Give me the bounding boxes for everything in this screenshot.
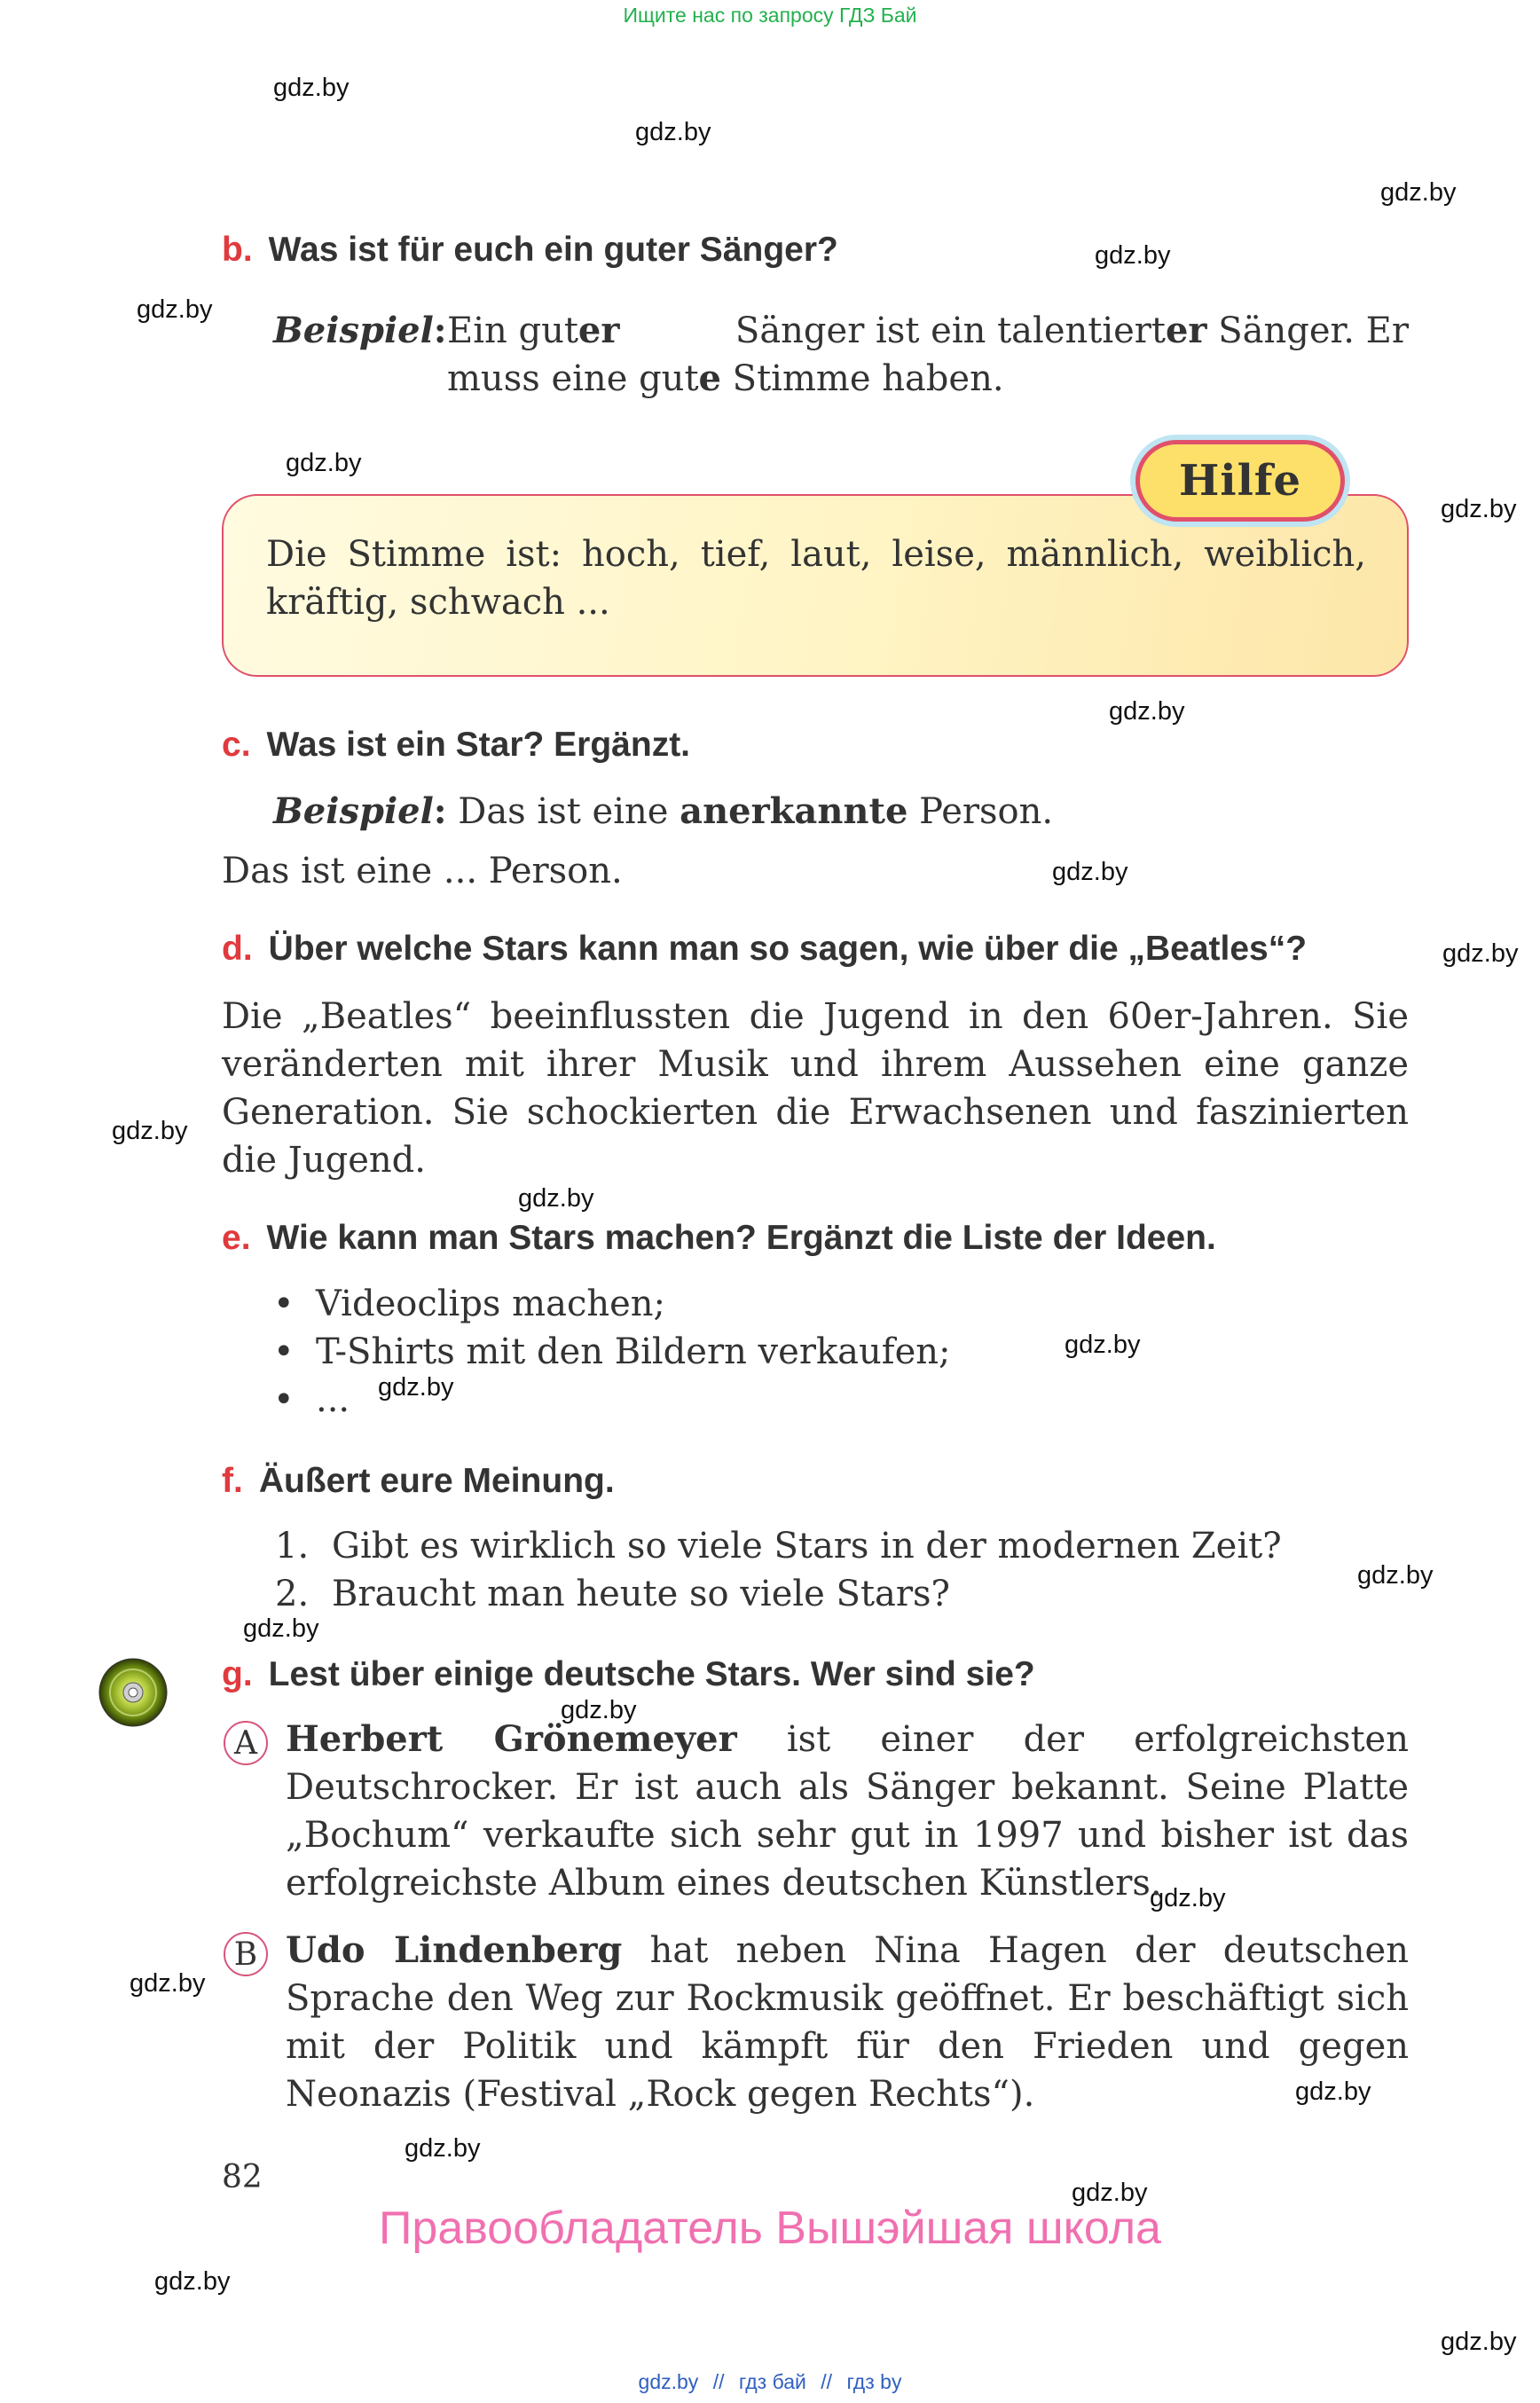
task-c-example: Beispiel: Das ist eine anerkannte Person. — [273, 790, 1054, 832]
watermark: gdz.by — [1109, 697, 1185, 726]
task-e-list — [273, 1280, 951, 1424]
watermark: gdz.by — [1065, 1331, 1141, 1359]
list-item: 1. Gibt es wirklich so viele Stars in der modernen Zeit? — [275, 1526, 1282, 1567]
watermark: gdz.by — [286, 449, 362, 477]
label-a-circle: A — [224, 1721, 268, 1765]
task-letter: f. — [222, 1462, 243, 1500]
task-letter: c. — [222, 726, 251, 764]
task-b-heading — [222, 231, 838, 270]
watermark: gdz.by — [1150, 1884, 1226, 1912]
watermark: gdz.by — [1357, 1561, 1434, 1590]
footer-copyright: Правообладатель Вышэйшая школа — [379, 2203, 1161, 2254]
watermark: gdz.by — [561, 1696, 637, 1724]
task-d-heading — [222, 930, 1307, 969]
task-f-list — [275, 1522, 1282, 1618]
star-b-text: Udo Lindenberg hat neben Nina Hagen der deutschen Sprache den Weg zur Rockmusik geöffnet. Er beschäftigt sich mit der Politik und kämpft für den Frieden und gegen Neonazis (Festival „Rock gegen Rechts“). — [286, 1929, 1409, 2115]
watermark: gdz.by — [518, 1184, 594, 1213]
task-letter: g. — [222, 1655, 253, 1693]
watermark: gdz.by — [405, 2134, 481, 2163]
watermark: gdz.by — [1441, 495, 1517, 523]
task-question: Was ist für euch ein guter Sänger? — [268, 231, 838, 269]
watermark: gdz.by — [130, 1969, 206, 1998]
watermark: gdz.by — [1295, 2077, 1371, 2106]
task-question: Über welche Stars kann man so sagen, wie über die „Beatles“? — [268, 930, 1308, 968]
link-gdz-by[interactable]: gdz.by — [638, 2370, 699, 2393]
watermark: gdz.by — [273, 74, 350, 102]
star-a-name: Herbert Grönemeyer — [286, 1718, 737, 1760]
watermark: gdz.by — [1072, 2179, 1148, 2207]
task-question: Wie kann man Stars machen? Ergänzt die Liste der Ideen. — [266, 1219, 1216, 1257]
example-word: Sänger ist ein talentierter Sänger. Er — [735, 310, 1409, 351]
link-gdz-by-cyr[interactable]: гдз by — [846, 2370, 902, 2393]
list-item: • Videoclips machen; — [273, 1284, 666, 1324]
task-letter: e. — [222, 1219, 251, 1257]
watermark: gdz.by — [243, 1614, 319, 1643]
watermark: gdz.by — [1052, 858, 1128, 886]
list-item: • T-Shirts mit den Bildern verkaufen; — [273, 1331, 951, 1372]
label-b-circle: B — [224, 1932, 268, 1976]
task-letter: b. — [222, 231, 253, 269]
watermark: gdz.by — [137, 295, 213, 324]
task-e-heading — [222, 1219, 1216, 1258]
watermark: gdz.by — [112, 1117, 188, 1145]
watermark: gdz.by — [378, 1373, 454, 1402]
bottom-links: gdz.by // гдз бай // гдз by — [638, 2370, 902, 2393]
task-f-heading — [222, 1462, 615, 1501]
watermark: gdz.by — [635, 118, 711, 146]
hilfe-text: Die Stimme ist: hoch, tief, laut, leise, männlich, weiblich, kräftig, schwach ... — [266, 534, 1366, 623]
list-item: 2. Braucht man heute so viele Stars? — [275, 1574, 950, 1614]
link-gdz-bai[interactable]: гдз бай — [738, 2370, 806, 2393]
top-banner: Ищите нас по запросу ГДЗ Бай — [623, 4, 917, 27]
watermark: gdz.by — [1442, 939, 1519, 968]
task-question: Lest über einige deutsche Stars. Wer sind sie? — [268, 1655, 1035, 1693]
watermark: gdz.by — [1095, 241, 1171, 270]
task-b-example-text2: muss eine gute Stimme haben. — [447, 357, 1004, 399]
task-question: Was ist ein Star? Ergänzt. — [266, 726, 691, 764]
task-b-example-text1 — [447, 307, 1409, 355]
watermark: gdz.by — [1441, 2328, 1517, 2356]
task-c-template: Das ist eine ... Person. — [222, 851, 623, 891]
task-g-heading — [222, 1655, 1035, 1694]
list-item: • ... — [273, 1379, 350, 1420]
example-word: Ein guter — [447, 310, 620, 351]
task-letter: d. — [222, 930, 253, 968]
task-question: Äußert eure Meinung. — [258, 1462, 615, 1500]
task-b-example-line1: Beispiel: — [273, 310, 447, 351]
star-a-text: Herbert Grönemeyer ist einer der erfolgreichsten Deutschrocker. Er ist auch als Sänger bekannt. Seine Platte „Bochum“ verkaufte sich sehr gut in 1997 und bisher ist das erfolgreichste Album eines deutschen Künstlers. — [286, 1718, 1409, 1904]
watermark: gdz.by — [154, 2267, 231, 2296]
star-b-name: Udo Lindenberg — [286, 1929, 623, 1971]
page-number: 82 — [222, 2159, 263, 2195]
watermark: gdz.by — [1380, 178, 1457, 207]
cd-audio-icon[interactable] — [98, 1657, 169, 1728]
hilfe-badge: Hilfe — [1135, 440, 1345, 522]
task-c-heading — [222, 726, 690, 765]
task-d-text: Die „Beatles“ beeinflussten die Jugend in den 60er-Jahren. Sie veränderten mit ihrer Musik und ihrem Aussehen eine ganze Generation. Sie schockierten die Erwachsenen und faszinierten die Jugend. — [222, 996, 1409, 1181]
